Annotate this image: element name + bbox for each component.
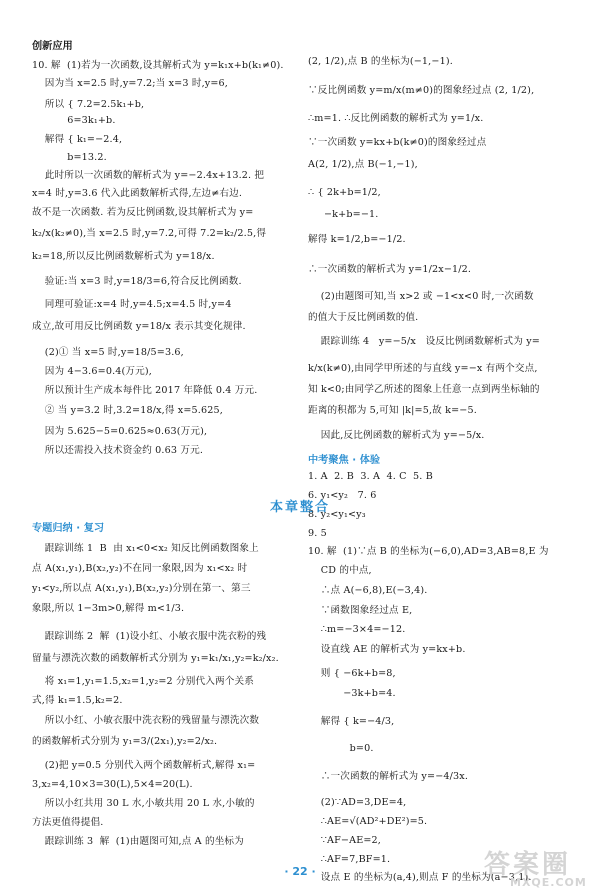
right-column-text-line: 距离的积都为 5,可知 |k|=5,故 k=−5. [308,405,477,416]
right-column-text-line: 知 k<0;由同学乙所述的图象上任意一点到两坐标轴的 [308,384,540,395]
watermark-text: 答案圈 [484,850,572,880]
left-column-text-line: k₂=18,所以反比例函数解析式为 y=18/x. [32,251,215,262]
left-column-text-line: 所以 { 7.2=2.5k₁+b, [32,99,145,110]
left-column-text-line: 点 A(x₁,y₁),B(x₂,y₂)不在同一象限,因为 x₁<x₂ 时 [32,563,248,574]
right-column-text-line: ∴点 A(−6,8),E(−3,4). [308,585,428,596]
right-column-text-line: A(2, 1/2),点 B(−1,−1), [308,159,418,170]
chapter-heading: 本章整合 [269,500,330,515]
right-column-text-line: ∵反比例函数 y=m/x(m≠0)的图象经过点 (2, 1/2), [308,85,535,96]
left-column-section-heading: 专题归纳 · 复习 [32,523,105,534]
right-column-text-line: b=0. [308,743,374,754]
left-column-text-line: 同理可验证:x=4 时,y=4.5;x=4.5 时,y=4 [32,299,232,310]
left-column-text-line: k₂/x(k₂≠0),当 x=2.5 时,y=7.2,可得 7.2=k₂/2.5,得 [32,228,267,239]
right-column-text-line: ∴ { 2k+b=1/2, [308,187,381,198]
watermark-logo [470,842,598,890]
right-column [308,0,580,893]
left-column-text-line: 跟踪训练 1 B 由 x₁<0<x₂ 知反比例函数图象上 [32,543,259,554]
right-column-text-line: 的值大于反比例函数的值. [308,312,419,323]
left-column-text-line: 跟踪训练 2 解 (1)设小红、小敏衣服中洗衣粉的残 [32,631,267,642]
right-column-text-line: ∴一次函数的解析式为 y=1/2x−1/2. [308,264,472,275]
right-column-text-line: 6. y₁<y₂ 7. 6 [308,490,377,501]
left-column-text-line: y₁<y₂,所以点 A(x₁,y₁),B(x₂,y₂)分别在第一、第三 [32,583,251,594]
left-column-text-line: 跟踪训练 3 解 (1)由题图可知,点 A 的坐标为 [32,836,244,847]
right-column-section-heading: 中考聚焦 · 体验 [308,455,381,466]
right-column-text-line: 解得 k=1/2,b=−1/2. [308,234,406,245]
left-column-text-line: 所以小红共用 30 L 水,小敏共用 20 L 水,小敏的 [32,798,255,809]
left-column-text-line: x=4 时,y=3.6 代入此函数解析式得,左边≠右边. [32,188,243,199]
left-column-section-heading: 创新应用 [32,41,73,52]
right-column-text-line: ∴AE=√(AD²+DE²)=5. [308,816,428,827]
left-column-text-line: 成立,故可用反比例函数 y=18/x 表示其变化规律. [32,321,246,332]
left-column-text-line: 解得 { k₁=−2.4, [32,134,123,145]
left-column-text-line: 留量与漂洗次数的函数解析式分别为 y₁=k₁/x₁,y₂=k₂/x₂. [32,653,279,664]
right-column-text-line: (2, 1/2),点 B 的坐标为(−1,−1). [308,56,453,67]
right-column-text-line: (2)∵AD=3,DE=4, [308,797,407,808]
left-column-text-line: 方法更值得提倡. [32,817,104,828]
left-column [32,0,300,893]
left-column-text-line: 此时所以一次函数的解析式为 y=−2.4x+13.2. 把 [32,170,265,181]
left-column-text-line: 象限,所以 1−3m>0,解得 m<1/3. [32,603,185,614]
left-column-text-line: 因为 4−3.6=0.4(万元), [32,366,153,377]
right-column-text-line: 因此,反比例函数的解析式为 y=−5/x. [308,430,485,441]
right-column-text-line: 8. y₂<y₁<y₃ [308,509,366,520]
left-column-text-line: 验证:当 x=3 时,y=18/3=6,符合反比例函数. [32,276,242,287]
left-column-text-line: 因为当 x=2.5 时,y=7.2;当 x=3 时,y=6, [32,78,228,89]
left-column-text-line: 将 x₁=1,y₁=1.5,x₂=1,y₂=2 分别代入两个关系 [32,676,254,687]
right-column-text-line: CD 的中点, [308,565,372,576]
right-column-text-line: 1. A 2. B 3. A 4. C 5. B [308,471,433,482]
left-column-text-line: 6=3k₁+b. [32,115,116,126]
right-column-text-line: ∴m=1. ∴反比例函数的解析式为 y=1/x. [308,113,484,124]
left-column-text-line: 所以预计生产成本每件比 2017 年降低 0.4 万元. [32,385,258,396]
right-column-text-line: (2)由题图可知,当 x>2 或 −1<x<0 时,一次函数 [308,291,534,302]
right-column-text-line: 设点 E 的坐标为(a,4),则点 F 的坐标为(a−3,1). [308,872,532,883]
right-column-text-line: 10. 解 (1)∵点 B 的坐标为(−6,0),AD=3,AB=8,E 为 [308,546,549,557]
right-column-text-line: k/x(k≠0),由同学甲所述的与直线 y=−x 有两个交点, [308,363,538,374]
right-column-text-line: ∴一次函数的解析式为 y=−4/3x. [308,771,469,782]
right-column-text-line: 设直线 AE 的解析式为 y=kx+b. [308,644,466,655]
left-column-text-line: (2)① 当 x=5 时,y=18/5=3.6, [32,347,184,358]
right-column-text-line: ∵AF−AE=2, [308,835,381,846]
left-column-text-line: ② 当 y=3.2 时,3.2=18/x,得 x=5.625, [32,405,223,416]
left-column-text-line: 3,x₂=4,10×3=30(L),5×4=20(L). [32,779,193,790]
watermark-subtext: MXQE.COM [510,876,587,889]
right-column-text-line: 则 { −6k+b=8, [308,668,396,679]
right-column-text-line: −3k+b=4. [308,688,396,699]
left-column-text-line: 10. 解 (1)若为一次函数,设其解析式为 y=k₁x+b(k₁≠0). [32,60,284,71]
left-column-text-line: 的函数解析式分别为 y₁=3/(2x₁),y₂=2/x₂. [32,736,218,747]
left-column-text-line: 故不是一次函数. 若为反比例函数,设其解析式为 y= [32,207,254,218]
page-number: · 22 · [284,865,316,878]
left-column-text-line: 式,得 k₁=1.5,k₂=2. [32,695,123,706]
left-column-text-line: 所以还需投入技术资金约 0.63 万元. [32,445,204,456]
right-column-text-line: 跟踪训练 4 y=−5/x 设反比例函数解析式为 y= [308,336,540,347]
right-column-text-line: 解得 { k=−4/3, [308,716,395,727]
left-column-text-line: b=13.2. [32,152,107,163]
left-column-text-line: 所以小红、小敏衣服中洗衣粉的残留量与漂洗次数 [32,715,260,726]
left-column-text-line: 因为 5.625−5=0.625≈0.63(万元), [32,426,208,437]
left-column-text-line: (2)把 y=0.5 分别代入两个函数解析式,解得 x₁= [32,760,256,771]
right-column-text-line: 9. 5 [308,528,327,539]
right-column-text-line: −k+b=−1. [308,209,379,220]
right-column-text-line: ∵一次函数 y=kx+b(k≠0)的图象经过点 [308,137,487,148]
right-column-text-line: ∴AF=7,BF=1. [308,854,391,865]
right-column-text-line: ∵函数图象经过点 E, [308,605,413,616]
right-column-text-line: ∴m=−3×4=−12. [308,624,406,635]
